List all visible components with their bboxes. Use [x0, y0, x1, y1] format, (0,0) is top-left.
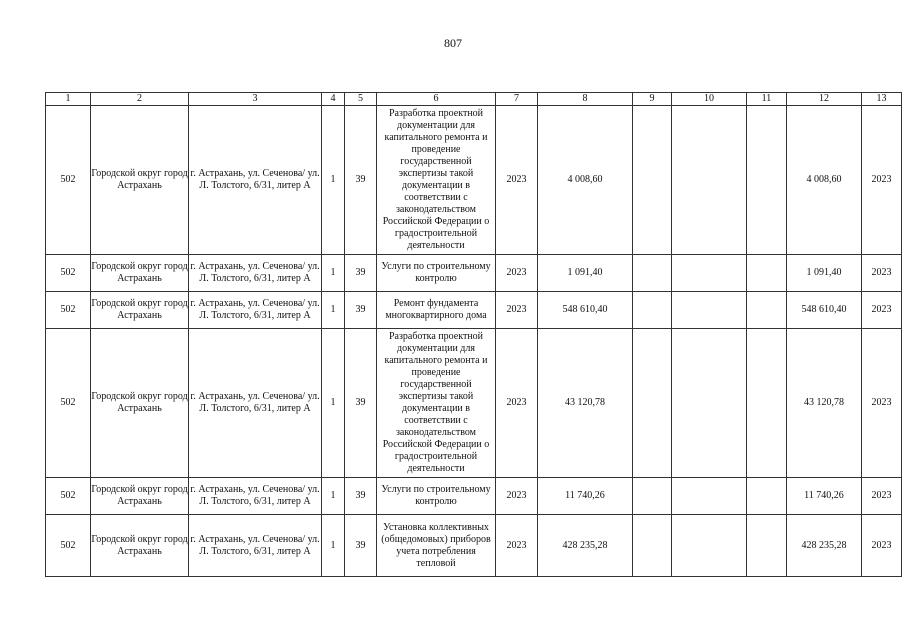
cell-col5: 39	[345, 515, 377, 577]
cell-col10	[672, 329, 747, 478]
cell-col11	[747, 478, 787, 515]
cell-cost-total: 43 120,78	[787, 329, 862, 478]
cell-cost: 548 610,40	[538, 292, 633, 329]
table-row	[46, 478, 902, 515]
cell-end-year: 2023	[862, 329, 902, 478]
column-header: 1	[46, 93, 91, 106]
cell-municipality: Городской округ город Астрахань	[91, 329, 189, 478]
cell-municipality: Городской округ город Астрахань	[91, 255, 189, 292]
cell-col5: 39	[345, 106, 377, 255]
cell-cost-total: 428 235,28	[787, 515, 862, 577]
cell-address: г. Астрахань, ул. Сеченова/ ул. Л. Толстого, 6/31, литер А	[189, 515, 322, 577]
table-row	[46, 292, 902, 329]
cell-col11	[747, 329, 787, 478]
cell-year: 2023	[496, 106, 538, 255]
cell-address: г. Астрахань, ул. Сеченова/ ул. Л. Толстого, 6/31, литер А	[189, 478, 322, 515]
column-header: 13	[862, 93, 902, 106]
cell-cost: 4 008,60	[538, 106, 633, 255]
cell-col4: 1	[322, 255, 345, 292]
cell-cost-total: 548 610,40	[787, 292, 862, 329]
cell-year: 2023	[496, 515, 538, 577]
cell-end-year: 2023	[862, 255, 902, 292]
column-header: 2	[91, 93, 189, 106]
column-header: 5	[345, 93, 377, 106]
cell-municipality: Городской округ город Астрахань	[91, 292, 189, 329]
cell-end-year: 2023	[862, 478, 902, 515]
cell-col11	[747, 106, 787, 255]
column-header: 11	[747, 93, 787, 106]
cell-col9	[633, 478, 672, 515]
cell-col10	[672, 255, 747, 292]
cell-col4: 1	[322, 478, 345, 515]
cell-col10	[672, 478, 747, 515]
cell-col4: 1	[322, 292, 345, 329]
cell-number: 502	[46, 106, 91, 255]
cell-municipality: Городской округ город Астрахань	[91, 106, 189, 255]
cell-year: 2023	[496, 478, 538, 515]
column-header: 12	[787, 93, 862, 106]
cell-cost: 43 120,78	[538, 329, 633, 478]
cell-col9	[633, 292, 672, 329]
table-row	[46, 106, 902, 255]
cell-address: г. Астрахань, ул. Сеченова/ ул. Л. Толстого, 6/31, литер А	[189, 292, 322, 329]
cell-cost-total: 11 740,26	[787, 478, 862, 515]
page-number: 807	[444, 36, 462, 50]
cell-col11	[747, 255, 787, 292]
cell-work-type: Установка коллективных (общедомовых) приборов учета потребления тепловой	[377, 515, 496, 577]
cell-col10	[672, 292, 747, 329]
cell-col10	[672, 106, 747, 255]
cell-municipality: Городской округ город Астрахань	[91, 515, 189, 577]
table-row	[46, 515, 902, 577]
cell-cost: 1 091,40	[538, 255, 633, 292]
cell-cost: 428 235,28	[538, 515, 633, 577]
cell-work-type: Услуги по строительному контролю	[377, 478, 496, 515]
cell-number: 502	[46, 329, 91, 478]
cell-number: 502	[46, 515, 91, 577]
column-header: 3	[189, 93, 322, 106]
cell-end-year: 2023	[862, 106, 902, 255]
column-header: 8	[538, 93, 633, 106]
cell-number: 502	[46, 255, 91, 292]
cell-col5: 39	[345, 329, 377, 478]
cell-col5: 39	[345, 255, 377, 292]
cell-col11	[747, 515, 787, 577]
cell-address: г. Астрахань, ул. Сеченова/ ул. Л. Толстого, 6/31, литер А	[189, 329, 322, 478]
cell-col5: 39	[345, 478, 377, 515]
column-header: 6	[377, 93, 496, 106]
cell-year: 2023	[496, 292, 538, 329]
cell-col4: 1	[322, 329, 345, 478]
cell-municipality: Городской округ город Астрахань	[91, 478, 189, 515]
cell-number: 502	[46, 292, 91, 329]
cell-number: 502	[46, 478, 91, 515]
cell-col11	[747, 292, 787, 329]
cell-year: 2023	[496, 329, 538, 478]
table-row	[46, 329, 902, 478]
cell-work-type: Разработка проектной документации для капитального ремонта и проведение государственной экспертизы такой документации в соответствии с законодательством Российской Федерации о градостроительной деятельности	[377, 106, 496, 255]
cell-cost-total: 1 091,40	[787, 255, 862, 292]
table-row	[46, 255, 902, 292]
cell-address: г. Астрахань, ул. Сеченова/ ул. Л. Толстого, 6/31, литер А	[189, 255, 322, 292]
cell-col5: 39	[345, 292, 377, 329]
header-row	[46, 93, 902, 106]
column-header: 4	[322, 93, 345, 106]
cell-work-type: Разработка проектной документации для капитального ремонта и проведение государственной экспертизы такой документации в соответствии с законодательством Российской Федерации о градостроительной деятельности	[377, 329, 496, 478]
cell-col4: 1	[322, 515, 345, 577]
cell-col4: 1	[322, 106, 345, 255]
cell-year: 2023	[496, 255, 538, 292]
cell-col9	[633, 515, 672, 577]
column-header: 10	[672, 93, 747, 106]
cell-address: г. Астрахань, ул. Сеченова/ ул. Л. Толстого, 6/31, литер А	[189, 106, 322, 255]
cell-cost-total: 4 008,60	[787, 106, 862, 255]
cell-col10	[672, 515, 747, 577]
cell-end-year: 2023	[862, 292, 902, 329]
cell-work-type: Услуги по строительному контролю	[377, 255, 496, 292]
cell-cost: 11 740,26	[538, 478, 633, 515]
column-header: 7	[496, 93, 538, 106]
column-header: 9	[633, 93, 672, 106]
cell-col9	[633, 329, 672, 478]
cell-col9	[633, 255, 672, 292]
register-table	[45, 92, 902, 577]
cell-col9	[633, 106, 672, 255]
cell-end-year: 2023	[862, 515, 902, 577]
cell-work-type: Ремонт фундамента многоквартирного дома	[377, 292, 496, 329]
